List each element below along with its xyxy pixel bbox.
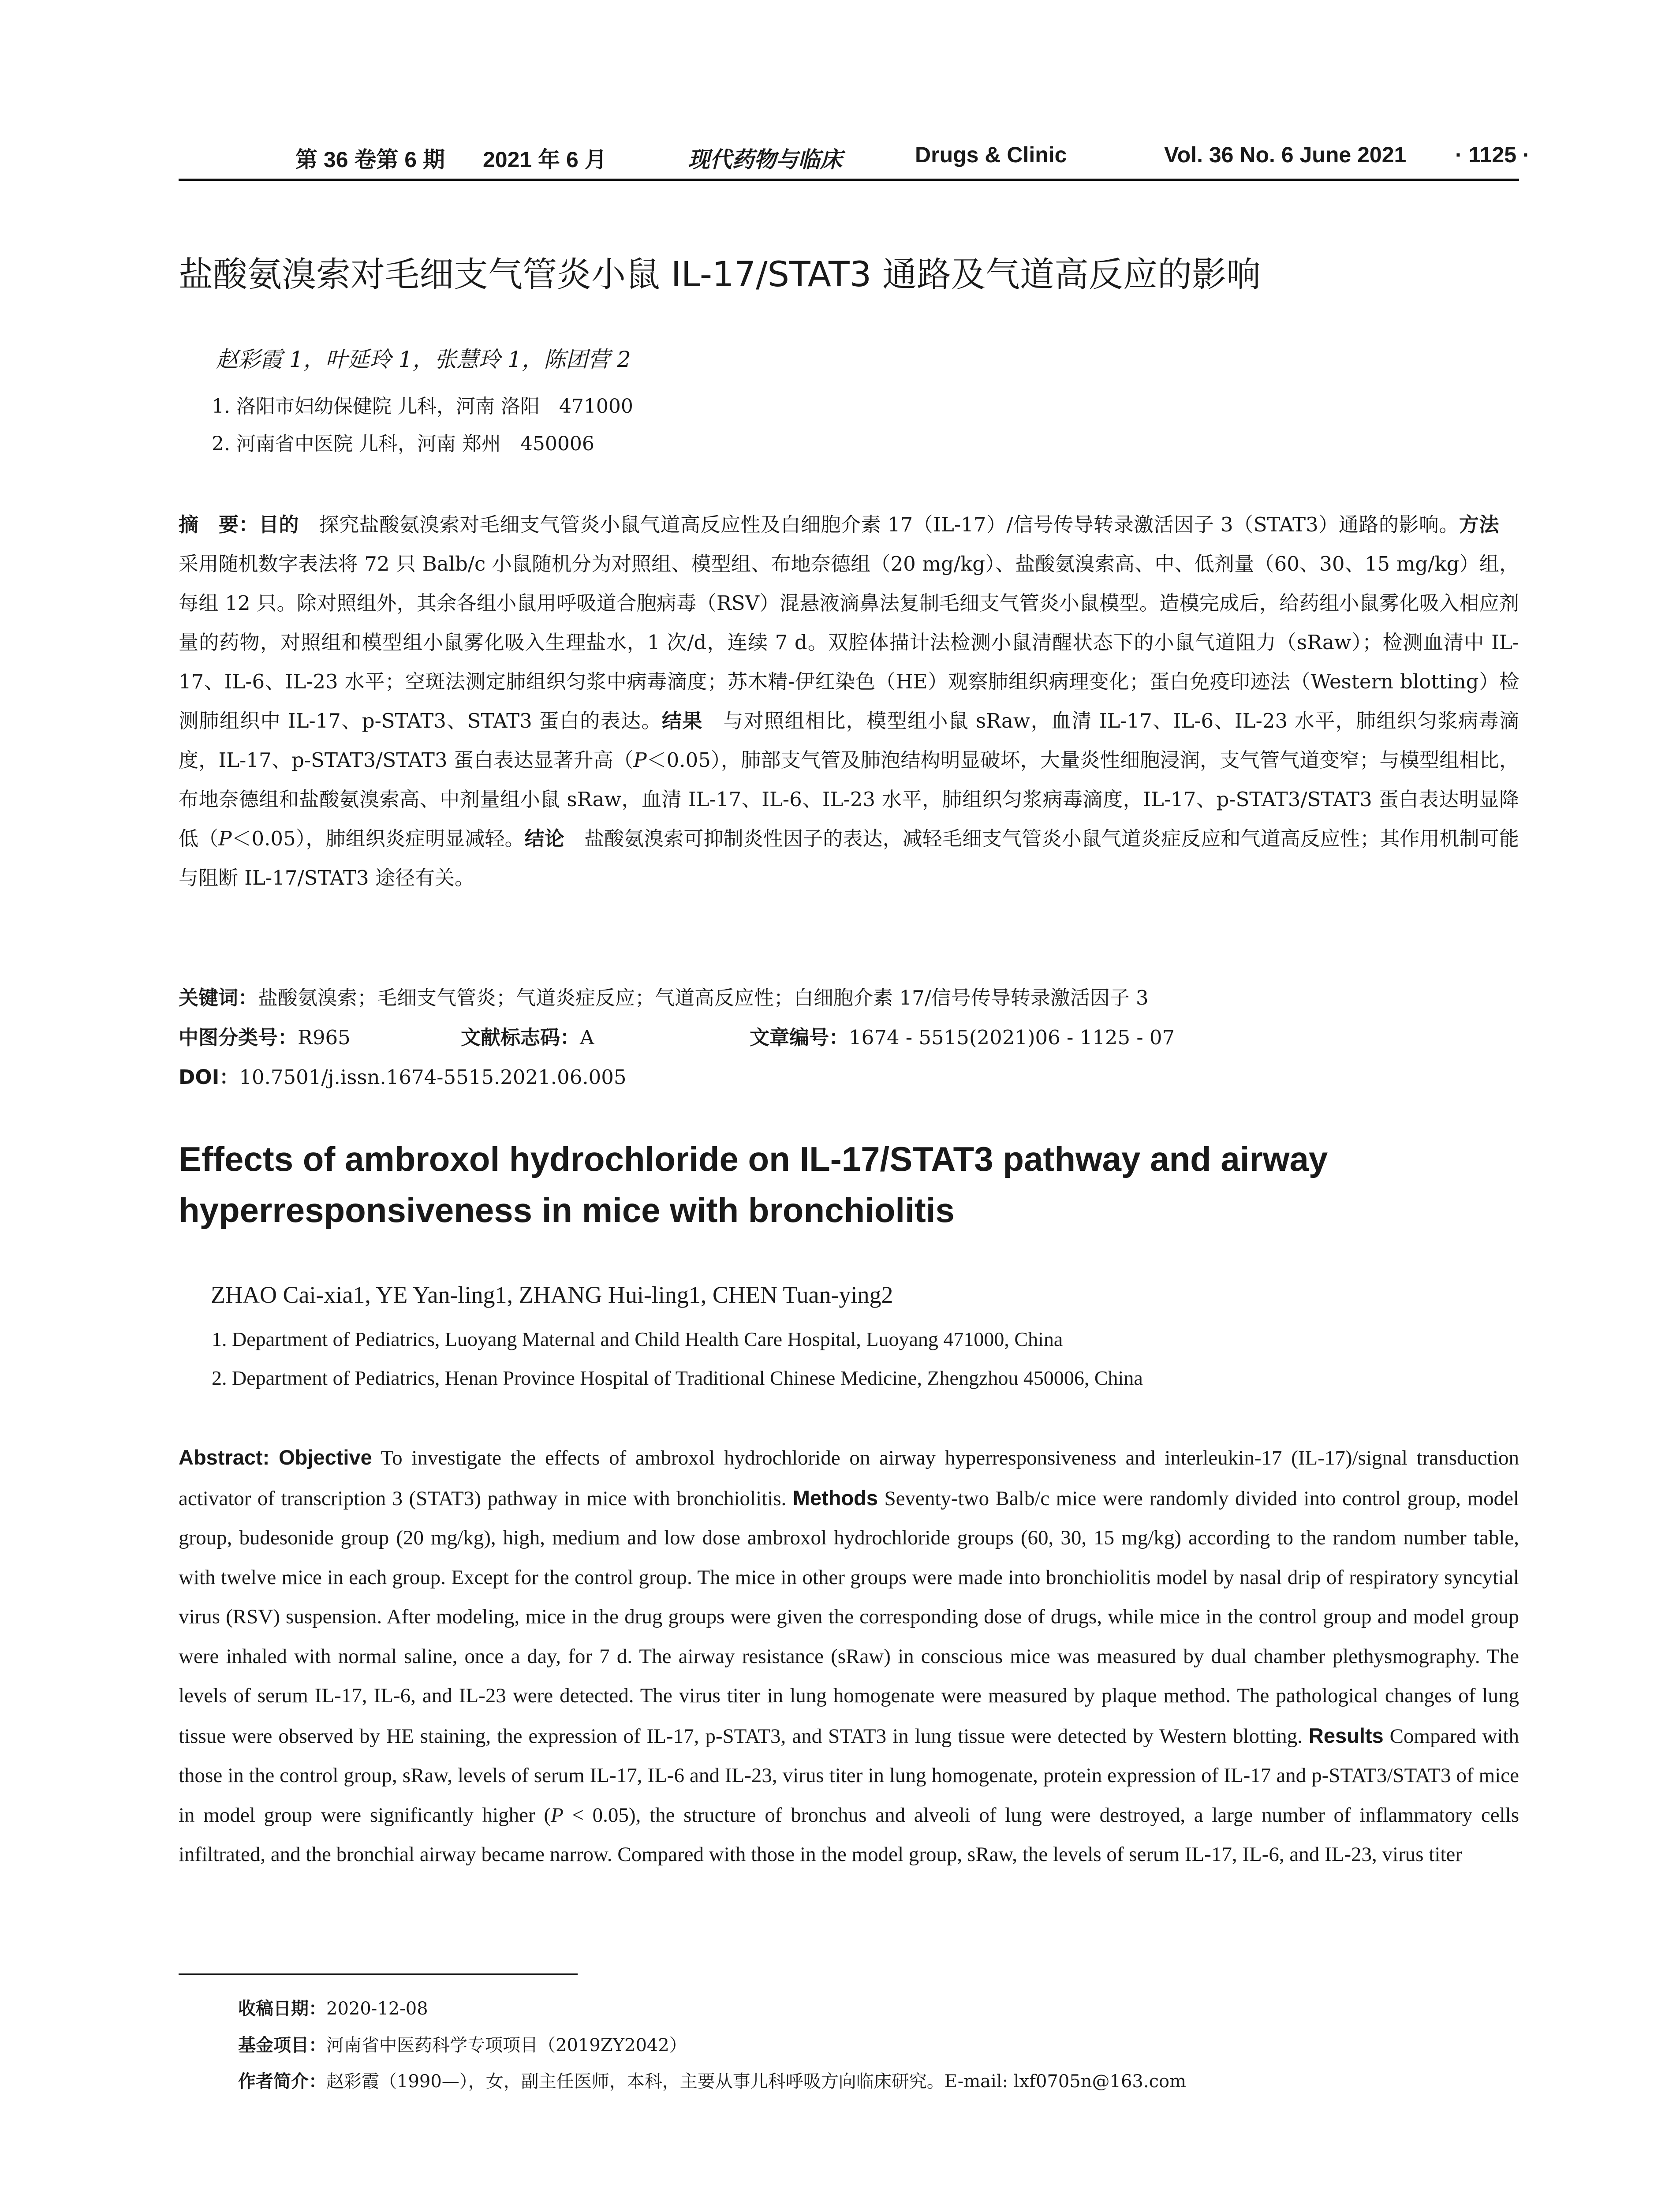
objective-text-cn: 探究盐酸氨溴索对毛细支气管炎小鼠气道高反应性及白细胞介素 17（IL-17）/信号传导转录激活因子 3（STAT3）通路的影响。 bbox=[299, 513, 1459, 536]
doi-line bbox=[179, 1061, 627, 1090]
header-journal-cn: 现代药物与临床 bbox=[688, 146, 842, 172]
results-text-cn: 与对照组相比，模型组小鼠 sRaw，血清 IL-17、IL-6、IL-23 水平，肺组织匀浆病毒滴度，IL-17、p-STAT3/STAT3 蛋白表达显著升高（ bbox=[179, 709, 1519, 772]
objective-label-en: Objective bbox=[279, 1446, 372, 1469]
abstract-label-en: Abstract: bbox=[179, 1446, 270, 1469]
chinese-abstract bbox=[179, 505, 1519, 897]
objective-label-cn: 目的 bbox=[259, 513, 299, 536]
header-date-cn: 2021 年 6 月 bbox=[483, 147, 607, 172]
footnote-rule bbox=[179, 1973, 578, 1975]
chinese-title: 盐酸氨溴索对毛细支气管炎小鼠 IL-17/STAT3 通路及气道高反应的影响 bbox=[179, 255, 1261, 295]
english-affiliation-1: 1. Department of Pediatrics, Luoyang Maternal and Child Health Care Hospital, Luoyang 471000, China bbox=[212, 1328, 1063, 1350]
english-abstract bbox=[179, 1438, 1519, 1875]
abstract-label-cn: 摘 要： bbox=[179, 513, 259, 536]
english-affiliation-2: 2. Department of Pediatrics, Henan Province Hospital of Traditional Chinese Medicine, Zhengzhou 450006, China bbox=[212, 1367, 1143, 1389]
methods-text-cn: 采用随机数字表法将 72 只 Balb/c 小鼠随机分为对照组、模型组、布地奈德组（20 mg/kg）、盐酸氨溴索高、中、低剂量（60、30、15 mg/kg）组，每组 12 只。除对照组外，其余各组小鼠用呼吸道合胞病毒（RSV）混悬液滴鼻法复制毛细支气管炎小鼠模型。造模完成后，给药组小鼠雾化吸入相应剂量的药物，对照组和模型组小鼠雾化吸入生理盐水，1 次/d，连续 7 d。双腔体描计法检测小鼠清醒状态下的小鼠气道阻力（sRaw）；检测血清中 IL-17、IL-6、IL-23 水平；空斑法测定肺组织匀浆中病毒滴度；苏木精-伊红染色（HE）观察肺组织病理变化；蛋白免疫印迹法（Western blotting）检测肺组织中 IL-17、p-STAT3、STAT3 蛋白的表达。 bbox=[179, 513, 1519, 733]
conclusion-label-cn: 结论 bbox=[524, 827, 564, 850]
article-no-label: 文章编号： bbox=[750, 1026, 849, 1049]
clc-label: 中图分类号： bbox=[179, 1026, 298, 1049]
article-no-value: 1674 - 5515(2021)06 - 1125 - 07 bbox=[849, 1026, 1175, 1049]
keywords-label: 关键词： bbox=[179, 986, 258, 1009]
classification-line bbox=[179, 1021, 1175, 1050]
doc-code-group bbox=[461, 1021, 594, 1050]
running-header bbox=[179, 142, 1530, 177]
footnote-received bbox=[238, 1995, 428, 2020]
header-journal-en: Drugs & Clinic bbox=[915, 142, 1067, 167]
received-date: 2020-12-08 bbox=[326, 1999, 428, 2019]
english-title: Effects of ambroxol hydrochloride on IL-17/STAT3 pathway and airway hyperresponsiveness in mice with bronchiolitis bbox=[179, 1140, 1328, 1230]
results-text-en: Compared with those in the control group, sRaw, levels of serum IL-17, IL-6 and IL-23, virus titer in lung homogenate, protein expression of IL-17 and p-STAT3/STAT3 of mice in model group were significantly higher ( bbox=[179, 1724, 1519, 1827]
keywords-text: 盐酸氨溴索；毛细支气管炎；气道炎症反应；气道高反应性；白细胞介素 17/信号传导转录激活因子 3 bbox=[258, 986, 1149, 1009]
p-symbol: P bbox=[218, 827, 232, 850]
results-text-en: < 0.05), the structure of bronchus and alveoli of lung were destroyed, a large number of inflammatory cells infiltrated, and the bronchial airway became narrow. Compared with those in the model group, sRaw, the levels of serum IL-17, IL-6, and IL-23, virus titer bbox=[179, 1803, 1519, 1866]
results-text-cn: ＜0.05），肺部支气管及肺泡结构明显破坏，大量炎性细胞浸润，支气管气道变窄；与模型组相比，布地奈德组和盐酸氨溴索高、中剂量组小鼠 sRaw，血清 IL-17、IL-6、IL-23 水平，肺组织匀浆病毒滴度，IL-17、p-STAT3/STAT3 蛋白表达明显降低（ bbox=[179, 748, 1519, 850]
keywords-line bbox=[179, 982, 1519, 1010]
doc-code-label: 文献标志码： bbox=[461, 1026, 580, 1049]
conclusion-text-cn: 盐酸氨溴索可抑制炎性因子的表达，减轻毛细支气管炎小鼠气道炎症反应和气道高反应性；其作用机制可能与阻断 IL-17/STAT3 途径有关。 bbox=[179, 827, 1519, 889]
author-bio-text: 赵彩霞（1990—），女，副主任医师，本科，主要从事儿科呼吸方向临床研究。E-mail: lxf0705n@163.com bbox=[326, 2071, 1186, 2092]
doc-code-value: A bbox=[580, 1026, 594, 1049]
chinese-affiliation-1: 1. 洛阳市妇幼保健院 儿科，河南 洛阳 471000 bbox=[212, 395, 633, 418]
fund-label: 基金项目： bbox=[238, 2035, 326, 2056]
clc-value: R965 bbox=[298, 1026, 351, 1049]
received-label: 收稿日期： bbox=[238, 1999, 326, 2019]
doi-label: DOI： bbox=[179, 1065, 239, 1089]
results-text-cn: ＜0.05），肺组织炎症明显减轻。 bbox=[231, 827, 525, 850]
methods-label-en: Methods bbox=[792, 1486, 878, 1510]
fund-text: 河南省中医药科学专项项目（2019ZY2042） bbox=[326, 2035, 687, 2056]
p-symbol: P bbox=[633, 748, 647, 772]
header-volume-cn: 第 36 卷第 6 期 bbox=[295, 147, 445, 172]
footnote-author bbox=[238, 2067, 1186, 2093]
header-page-number: · 1125 · bbox=[1455, 142, 1530, 167]
chinese-authors: 赵彩霞 1，叶延玲 1，张慧玲 1，陈团营 2 bbox=[216, 347, 631, 372]
objective-text-en: To investigate the effects of ambroxol hydrochloride on airway hyperresponsiveness and interleukin-17 (IL-17)/signal transduction activator of transcription 3 (STAT3) pathway in mice with bronchiolitis. bbox=[179, 1446, 1519, 1510]
methods-label-cn: 方法 bbox=[1459, 513, 1499, 536]
english-authors: ZHAO Cai-xia1, YE Yan-ling1, ZHANG Hui-ling1, CHEN Tuan-ying2 bbox=[211, 1282, 893, 1308]
p-symbol: P bbox=[551, 1803, 564, 1827]
header-rule bbox=[179, 179, 1519, 181]
methods-text-en: Seventy-two Balb/c mice were randomly divided into control group, model group, budesonide group (20 mg/kg), high, medium and low dose ambroxol hydrochloride groups (60, 30, 15 mg/kg) according to the random number table, with twelve mice in each group. Except for the control group. The mice in other groups were made into bronchiolitis model by nasal drip of respiratory syncytial virus (RSV) suspension. After modeling, mice in the drug groups were given the corresponding dose of drugs, while mice in the control group and model group were inhaled with normal saline, once a day, for 7 d. The airway resistance (sRaw) in conscious mice was measured by dual chamber plethysmography. The levels of serum IL-17, IL-6, and IL-23 were detected. The virus titer in lung homogenate were measured by plaque method. The pathological changes of lung tissue were observed by HE staining, the expression of IL-17, p-STAT3, and STAT3 in lung tissue were detected by Western blotting. bbox=[179, 1487, 1519, 1748]
header-volume-en: Vol. 36 No. 6 June 2021 bbox=[1164, 142, 1407, 167]
doi-value: 10.7501/j.issn.1674-5515.2021.06.005 bbox=[239, 1065, 627, 1089]
chinese-affiliation-2: 2. 河南省中医院 儿科，河南 郑州 450006 bbox=[212, 433, 594, 455]
article-no-group bbox=[750, 1021, 1175, 1050]
results-label-en: Results bbox=[1308, 1723, 1384, 1747]
author-bio-label: 作者简介： bbox=[238, 2071, 326, 2092]
results-label-cn: 结果 bbox=[661, 709, 703, 733]
footnote-fund bbox=[238, 2031, 687, 2056]
